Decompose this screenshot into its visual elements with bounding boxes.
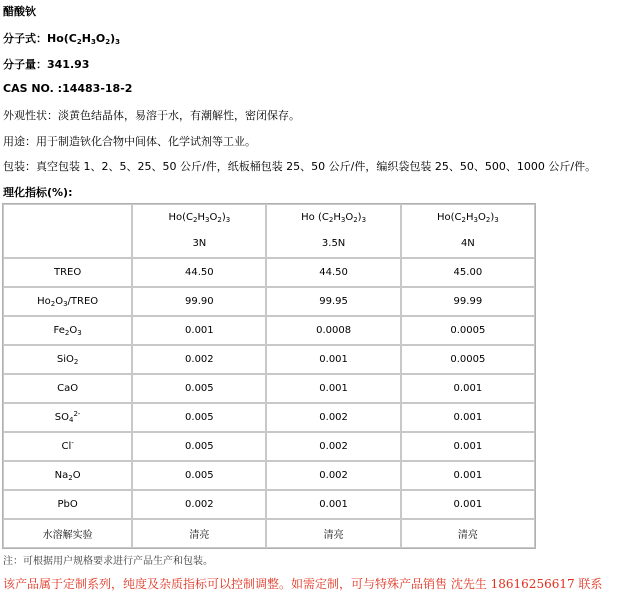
cell-value: 0.001 [401,461,535,490]
cell-value: 清亮 [132,519,266,548]
header-cell-4n: $Ho(C_2H_3O_2)_3$ 4N [401,204,535,258]
cell-value: 0.0005 [401,345,535,374]
row-label: $Na_2O$ [3,461,132,490]
cell-value: 44.50 [132,258,266,287]
table-row [3,432,535,461]
appearance-text: 外观性状：淡黄色结晶体，易溶于水，有潮解性，密闭保存。 [3,109,300,122]
cell-value: 清亮 [401,519,535,548]
table-row [3,287,535,316]
cell-value: 44.50 [266,258,400,287]
cell-value: 0.001 [401,490,535,519]
cell-value: 45.00 [401,258,535,287]
cell-value: 0.001 [266,374,400,403]
table-row [3,258,535,287]
table-row [3,490,535,519]
row-label: $SO_4^{2-}$ [3,403,132,432]
cell-value: 0.005 [132,432,266,461]
table-row [3,519,535,548]
molecular-formula: 分子式：$Ho(C_2H_3O_2)_3$ [3,32,120,46]
table-header-row [3,204,535,258]
cell-value: 0.002 [132,345,266,374]
cell-value: 0.0005 [401,316,535,345]
footnote: 注：可根据用户规格要求进行产品生产和包装。 [3,556,213,567]
molecular-weight: 分子量：341.93 [3,58,90,71]
header-cell-3n: $Ho(C_2H_3O_2)_3$ 3N [132,204,266,258]
row-label: Cl- [3,432,132,461]
cas-number: CAS NO. :14483-18-2 [3,82,133,95]
row-label: $Fe_2O_3$ [3,316,132,345]
cell-value: 99.99 [401,287,535,316]
cell-value: 0.002 [132,490,266,519]
row-label: 水溶解实验 [3,519,132,548]
row-label: $Ho_2O_3$/TREO [3,287,132,316]
cell-value: 0.001 [132,316,266,345]
table-row [3,461,535,490]
cell-value: 清亮 [266,519,400,548]
header-cell-3-5n: Ho $(C_2H_3O_2)_3$ 3.5N [266,204,400,258]
row-label: TREO [3,258,132,287]
cell-value: 0.002 [266,403,400,432]
row-label: PbO [3,490,132,519]
cell-value: 0.005 [132,461,266,490]
table-row [3,374,535,403]
cell-value: 0.005 [132,374,266,403]
usage-text: 用途：用于制造钬化合物中间体、化学试剂等工业。 [3,135,256,148]
spec-label: 理化指标(%): [3,186,73,199]
table-row [3,345,535,374]
custom-product-notice: 该产品属于定制系列，纯度及杂质指标可以控制调整。如需定制，可与特殊产品销售 沈先生 18616256617 联系 [3,577,603,591]
cell-value: 0.001 [266,490,400,519]
cell-value: 99.90 [132,287,266,316]
spec-table [2,203,536,549]
cell-value: 99.95 [266,287,400,316]
cell-value: 0.002 [266,461,400,490]
cell-value: 0.001 [401,403,535,432]
table-row [3,403,535,432]
cell-value: 0.001 [266,345,400,374]
cell-value: 0.001 [401,432,535,461]
row-label: CaO [3,374,132,403]
row-label: SiO$_2$ [3,345,132,374]
product-title: 醋酸钬 [3,5,36,18]
packaging-text: 包装：真空包装 1、2、5、25、50 公斤/件，纸板桶包装 25、50 公斤/件，编织袋包装 25、50、500、1000 公斤/件。 [3,160,597,173]
header-empty-cell [3,204,132,258]
cell-value: 0.005 [132,403,266,432]
cell-value: 0.0008 [266,316,400,345]
cell-value: 0.001 [401,374,535,403]
table-row [3,316,535,345]
cell-value: 0.002 [266,432,400,461]
